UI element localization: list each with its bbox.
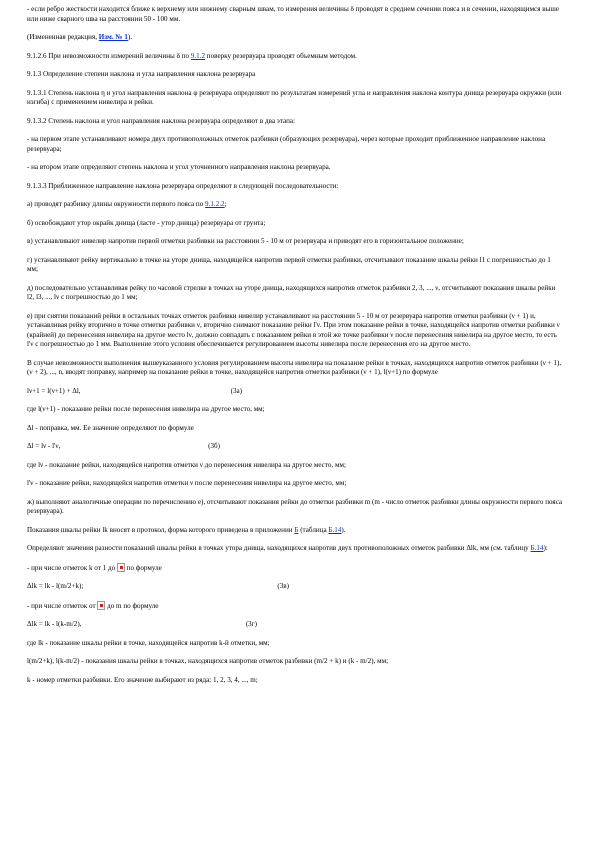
table-link-b14[interactable]: Б.14: [530, 544, 544, 552]
list-item: - на втором этапе определяют степень наклона и угол уточненного направления наклона резервуара.: [27, 163, 331, 171]
list-item: б) освобождают утор окрайк днища (ласте - утор днища) резервуара от грунта;: [27, 218, 266, 227]
formula-3b: [27, 442, 220, 452]
broken-image-icon: [117, 563, 125, 572]
list-item: в) устанавливают нивелир напротив первой отметки разбивки на расстоянии 5 - 10 м от резервуара и приводят его в горизонтальное положение;: [27, 237, 464, 245]
amendment-suffix: ).: [127, 33, 133, 41]
list-item: е) при снятии показаний рейки в остальных точках отметок разбивки нивелир устанавливают на расстоянии 5 - 10 м от резервуара напротив отметки разбивки (ν + 1) и, устанавливая рейку вторично в точке отметки разбивки ν, вторично снимают показание рейки l'ν. При этом показание рейки в точке, находящейся напротив отметки разбивки ν (крайней) до перенесения нивелира на другое место lν, должно совпадать с показанием рейки в этой же точке разбивки ν после перенесения нивелира на другое место, то есть l'ν с погрешностью до 1 мм. Выполнение этого условия обеспечивается регулированием высоты нивелира после перенесения его на другое место.: [27, 311, 560, 348]
appendix-link-b[interactable]: Б: [294, 525, 299, 534]
text-fragment: (таблица: [298, 525, 329, 534]
section-heading: 9.1.3 Определение степени наклона и угла направления наклона резервуара: [27, 70, 256, 78]
paragraph: l(m/2+k), l(k-m/2) - показания шкалы рейки в точках, находящихся напротив отметок разбивки (m/2 + k) и (k - m/2), мм;: [27, 657, 389, 665]
list-item: [27, 200, 563, 210]
paragraph: [27, 544, 563, 554]
paragraph: [27, 52, 563, 62]
text-fragment: поверку резервуара проводят объемным методом.: [205, 51, 357, 60]
formula-number: (3а): [230, 386, 242, 395]
formula-number: (3в): [277, 582, 289, 590]
paragraph: где l(ν+1) - показание рейки после перенесения нивелира на другое место, мм;: [27, 405, 265, 413]
paragraph: [27, 526, 563, 536]
paragraph: 9.1.3.3 Приближенное направление наклона резервуара определяют в следующей последовательности:: [27, 181, 339, 190]
text-fragment: - при числе отметок от: [27, 601, 98, 610]
text-fragment: ):: [543, 544, 548, 552]
list-item: - на первом этапе устанавливают номера двух противоположных отметок разбивки (образующих резервуара), через которые проходит приближенное направление наклона резервуара;: [27, 135, 546, 153]
paragraph: - если ребро жесткости находится ближе к верхнему или нижнему сварным швам, то измерения величины δ проводят в среднем сечении пояса и в сечении, находящимся выше или ниже сварного шва на расстоянии 50 - 100 мм.: [27, 5, 559, 23]
amendment-note: [27, 33, 563, 43]
paragraph: l'ν - показание рейки, находящейся напротив отметки ν после перенесения нивелира на другое место, мм;: [27, 479, 347, 487]
formula-text: Δlk = lk - l(m/2+k);: [27, 582, 84, 590]
broken-image-icon: [97, 601, 105, 610]
text-fragment: Определяют значения разности показаний шкалы рейки в точках утора днища, находящихся напротив двух противоположных отметок разбивки Δlk, мм (см. таблицу: [27, 544, 531, 552]
paragraph: где lν - показание рейки, находящейся напротив отметки ν до перенесения нивелира на другое место, мм;: [27, 460, 346, 469]
text-fragment: а) проводят разбивку длины окружности первого пояса по: [27, 200, 206, 208]
paragraph: Δl - поправка, мм. Ее значение определяют по формуле: [27, 423, 194, 432]
formula-3g: [27, 620, 257, 630]
formula-text: Δl = lν - l'ν,: [27, 442, 61, 450]
table-link-b14[interactable]: Б.14: [328, 525, 342, 534]
paragraph: 9.1.3.1 Степень наклона η и угол направления наклона φ резервуара определяют по результатам измерений угла и направления наклона контура днища резервуара окружки (или изгиба) с применением нивелира и рейки.: [27, 88, 562, 106]
formula-number: (3б): [208, 442, 220, 450]
paragraph: 9.1.3.2 Степень наклона и угол направления наклона резервуара определяют в два этапа:: [27, 116, 295, 125]
list-item: д) последовательно устанавливая рейку по часовой стрелке в точках на уторе днища, находящихся напротив отметок разбивки 2, 3, ..., ν, отсчитывают показания шкалы рейки l2, l3, ..., lν с погрешностью до 1 мм;: [27, 283, 556, 301]
list-item: [27, 601, 563, 612]
paragraph: В случае невозможности выполнения вышеуказанного условия регулированием высоты нивелира на показание рейки в точках, находящихся напротив отметок разбивки (ν + 1), (ν + 2), ..., n, вводят поправку, например на показание рейки в точке, находящейся напротив отметки разбивки (ν + 1), l(ν+1) по формуле: [27, 358, 562, 376]
formula-text: lν+1 = l(ν+1) + Δl,: [27, 386, 81, 395]
formula-text: Δlk = lk - l(k-m/2),: [27, 620, 82, 628]
list-item: ж) выполняют аналогичные операции по перечислению е), отсчитывают показания рейки до отметки разбивки m (m - число отметок разбивки длины окружности первого пояса резервуара).: [27, 497, 563, 515]
text-fragment: - при числе отметок k от 1 до: [27, 563, 117, 572]
paragraph: k - номер отметки разбивки. Его значение выбирают из ряда: 1, 2, 3, 4, ..., m;: [27, 675, 258, 684]
list-item: [27, 563, 563, 574]
text-fragment: по формуле: [124, 563, 162, 572]
text-fragment: ;: [224, 200, 227, 208]
list-item: г) устанавливают рейку вертикально в точке на уторе днища, находящейся напротив первой отметки разбивки, отсчитывают показание шкалы рейки l1 с погрешностью до 1 мм;: [27, 255, 551, 273]
text-fragment: ).: [341, 525, 346, 534]
section-link-9-1-2-2[interactable]: 9.1.2.2: [205, 200, 225, 208]
formula-3a: [27, 387, 242, 397]
paragraph: где lk - показание шкалы рейки в точке, находящейся напротив k-й отметки, мм;: [27, 638, 270, 647]
amendment-prefix: (Измененная редакция,: [27, 33, 99, 41]
amendment-link[interactable]: Изм. № 1: [98, 33, 128, 41]
text-fragment: до m по формуле: [105, 601, 159, 610]
formula-number: (3г): [245, 620, 257, 628]
text-fragment: 9.1.2.6 При невозможности измерений величины δ по: [27, 51, 191, 60]
section-link-9-1-2[interactable]: 9.1.2: [190, 51, 206, 60]
text-fragment: Показания шкалы рейки lk вносят в протокол, форма которого приведена в приложении: [27, 525, 295, 534]
formula-3v: [27, 582, 289, 592]
